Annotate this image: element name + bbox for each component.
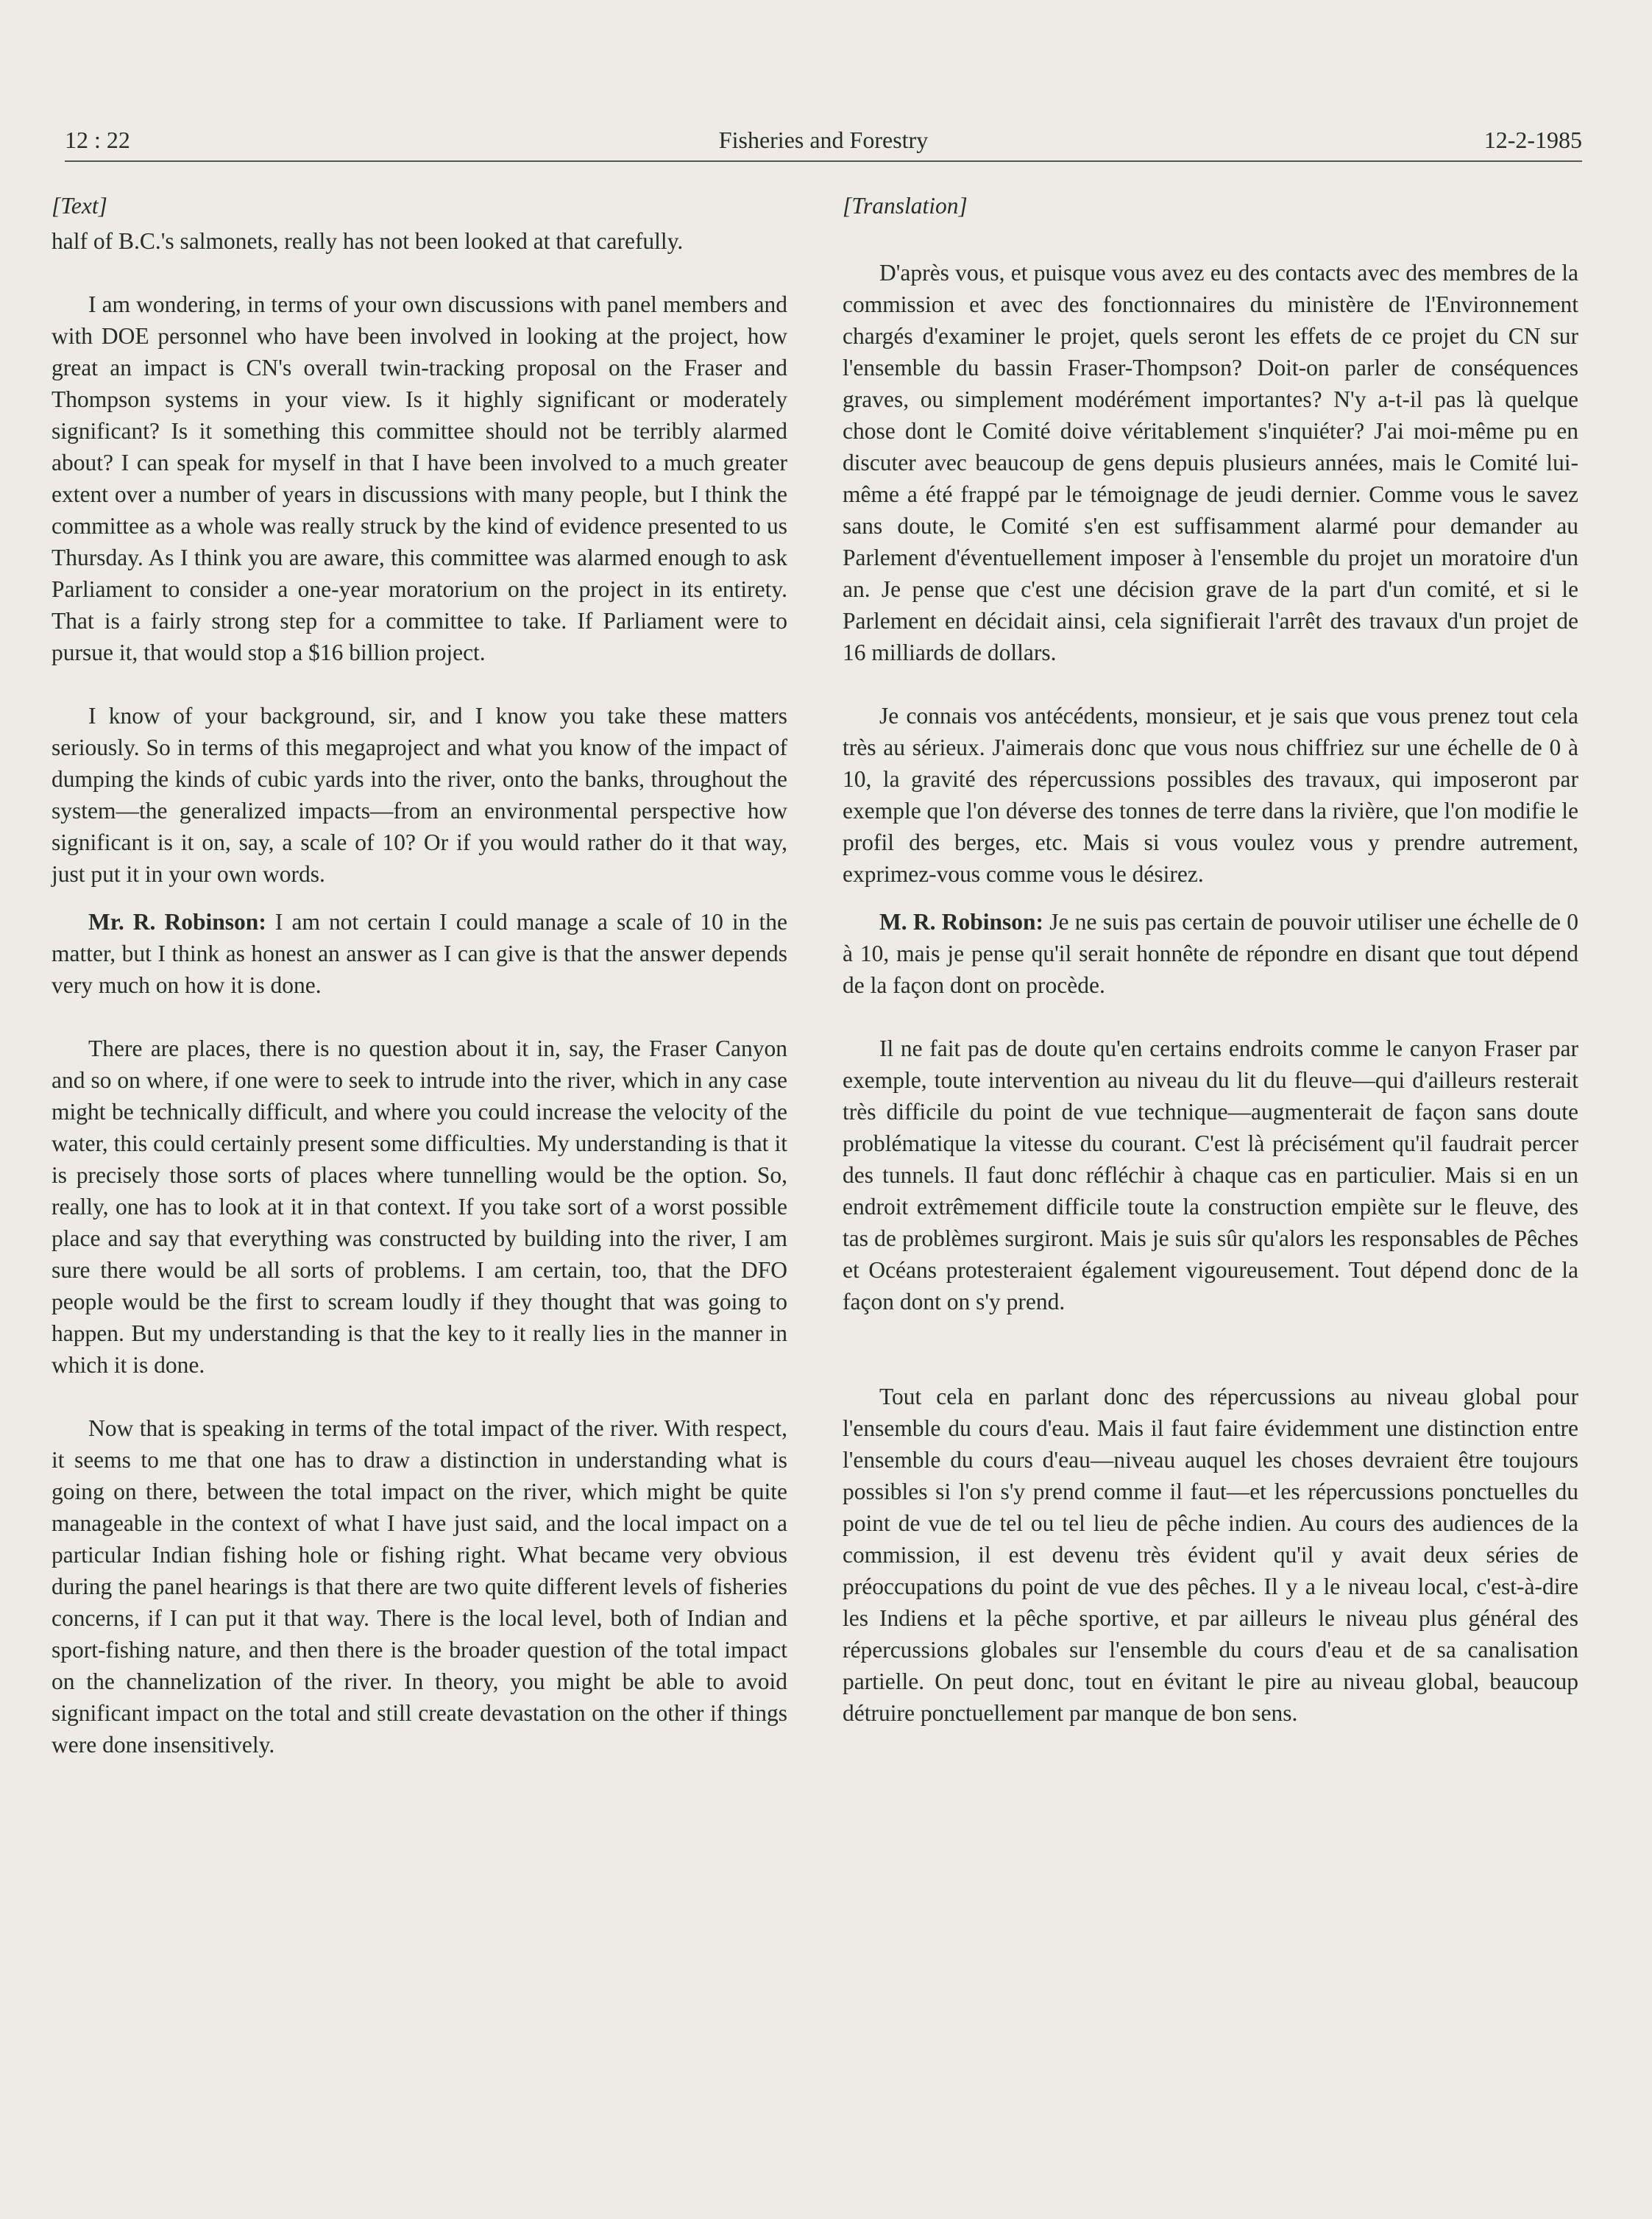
paragraph: Je connais vos antécédents, monsieur, et je sais que vous prenez tout cela très au sérieux. J'aimerais donc que vous nous chiffriez sur une échelle de 0 à 10, la gravité des répercussions possibles des travaux, qui imposeront par exemple que l'on déverse des tonnes de terre dans la rivière, que l'on modifie le profil des berges, etc. Mais si vous voulez vous y prendre autrement, exprimez-vous comme vous le désirez.: [843, 703, 1578, 887]
paragraph: There are places, there is no question about it in, say, the Fraser Canyon and so on where, if one were to seek to intrude into the river, which in any case might be technically difficult, and where you could increase the velocity of the water, this could certainly present some difficulties. My understanding is that it is precisely those sorts of places where tunnelling would be the option. So, really, one has to look at it in that context. If you take sort of a worst possible place and say that everything was constructed by building into the river, I am sure there would be all sorts of problems. I am certain, too, that the DFO people would be the first to scream loudly if they thought that was going to happen. But my understanding is that the key to it really lies in the manner in which it is done.: [52, 1036, 787, 1378]
speaker-name: M. R. Robinson:: [879, 909, 1044, 935]
speaker-name: Mr. R. Robinson:: [88, 909, 266, 935]
paragraph: I know of your background, sir, and I know you take these matters seriously. So in terms of this megaproject and what you know of the impact of dumping the kinds of cubic yards into the river, onto the banks, throughout the system—the generalized impacts—from an environmental perspective how significant is it on, say, a scale of 10? Or if you would rather do it that way, just put it in your own words.: [52, 703, 787, 887]
paragraph: D'après vous, et puisque vous avez eu des contacts avec des membres de la commission et avec des fonctionnaires du ministère de l'Environnement chargés d'examiner le projet, quels seront les effets de ce projet du CN sur l'ensemble du bassin Fraser-Thompson? Doit-on parler de conséquences graves, ou simplement modérément importantes? N'y a-t-il pas là quelque chose dont le Comité doive véritablement s'inquiéter? J'ai moi-même pu en discuter avec beaucoup de gens depuis plusieurs années, mais le Comité lui-même a été frappé par le témoignage de jeudi dernier. Comme vous le savez sans doute, le Comité s'en est suffisamment alarmé pour demander au Parlement d'éventuellement imposer à l'ensemble du projet un moratoire d'un an. Je pense que c'est une décision grave de la part d'un comité, et si le Parlement en décidait ainsi, cela signifierait l'arrêt des travaux d'un projet de 16 milliards de dollars.: [843, 260, 1578, 665]
column-tag-text: [Text]: [52, 193, 107, 219]
paragraph: Il ne fait pas de doute qu'en certains endroits comme le canyon Fraser par exemple, toute intervention au niveau du lit du fleuve—qui d'ailleurs resterait très difficile du point de vue technique—augmenterait de façon sans doute problématique la vitesse du courant. C'est là précisément qu'il faudrait percer des tunnels. Il faut donc réfléchir à chaque cas en particulier. Mais si en un endroit extrêmement difficile toute la construction empiète sur le fleuve, des tas de problèmes surgiront. Mais je suis sûr qu'alors les responsables de Pêches et Océans protesteraient également vigoureusement. Tout dépend donc de la façon dont on s'y prend.: [843, 1036, 1578, 1314]
speaker-text: Je ne suis pas certain de pouvoir utiliser une échelle de 0 à 10, mais je pense qu'il serait honnête de répondre en disant que tout dépend de la façon dont on procède.: [843, 909, 1578, 998]
paragraph: half of B.C.'s salmonets, really has not been looked at that carefully.: [52, 228, 684, 254]
paragraph: Now that is speaking in terms of the total impact of the river. With respect, it seems to me that one has to draw a distinction in understanding what is going on there, between the total impact on the river, which might be quite manageable in the context of what I have just said, and the local impact on a particular Indian fishing hole or fishing right. What became very obvious during the panel hearings is that there are two quite different levels of fisheries concerns, if I can put it that way. There is the local level, both of Indian and sport-fishing nature, and then there is the broader question of the total impact on the channelization of the river. In theory, you might be able to avoid significant impact on the total and still create devastation on the other if things were done insensitively.: [52, 1415, 787, 1758]
english-column: [52, 190, 787, 1760]
header-date: 12-2-1985: [1483, 127, 1582, 153]
column-tag-translation: [Translation]: [843, 193, 968, 219]
page-number: 12 : 22: [65, 127, 130, 153]
speaker-paragraph: [52, 906, 787, 1001]
publication-title: Fisheries and Forestry: [718, 127, 929, 153]
french-column: [843, 190, 1578, 1729]
speaker-text: I am not certain I could manage a scale of 10 in the matter, but I think as honest an answer as I can give is that the answer depends very much on how it is done.: [52, 909, 787, 998]
paragraph: Tout cela en parlant donc des répercussions au niveau global pour l'ensemble du cours d'eau. Mais il faut faire évidemment une distinction entre l'ensemble du cours d'eau—niveau auquel les choses devraient être toujours possibles si l'on s'y prend comme il faut—et les répercussions ponctuelles du point de vue de tel ou tel lieu de pêche indien. Au cours des audiences de la commission, il est devenu très évident qu'il y avait deux séries de préoccupations du point de vue des pêches. Il y a le niveau local, c'est-à-dire les Indiens et la pêche sportive, et par ailleurs le niveau plus général des répercussions globales sur l'ensemble du cours d'eau et de sa canalisation partielle. On peut donc, tout en évitant le pire au niveau global, beaucoup détruire ponctuellement par manque de bon sens.: [843, 1384, 1578, 1726]
paragraph: I am wondering, in terms of your own discussions with panel members and with DOE personnel who have been involved in looking at the project, how great an impact is CN's overall twin-tracking proposal on the Fraser and Thompson systems in your view. Is it highly significant or moderately significant? Is it something this committee should not be terribly alarmed about? I can speak for myself in that I have been involved to a much greater extent over a number of years in discussions with many people, but I think the committee as a whole was really struck by the kind of evidence presented to us Thursday. As I think you are aware, this committee was alarmed enough to ask Parliament to consider a one-year moratorium on the project in its entirety. That is a fairly strong step for a committee to take. If Parliament were to pursue it, that would stop a $16 billion project.: [52, 291, 787, 665]
running-header: [65, 125, 1582, 162]
speaker-paragraph: [843, 906, 1578, 1001]
